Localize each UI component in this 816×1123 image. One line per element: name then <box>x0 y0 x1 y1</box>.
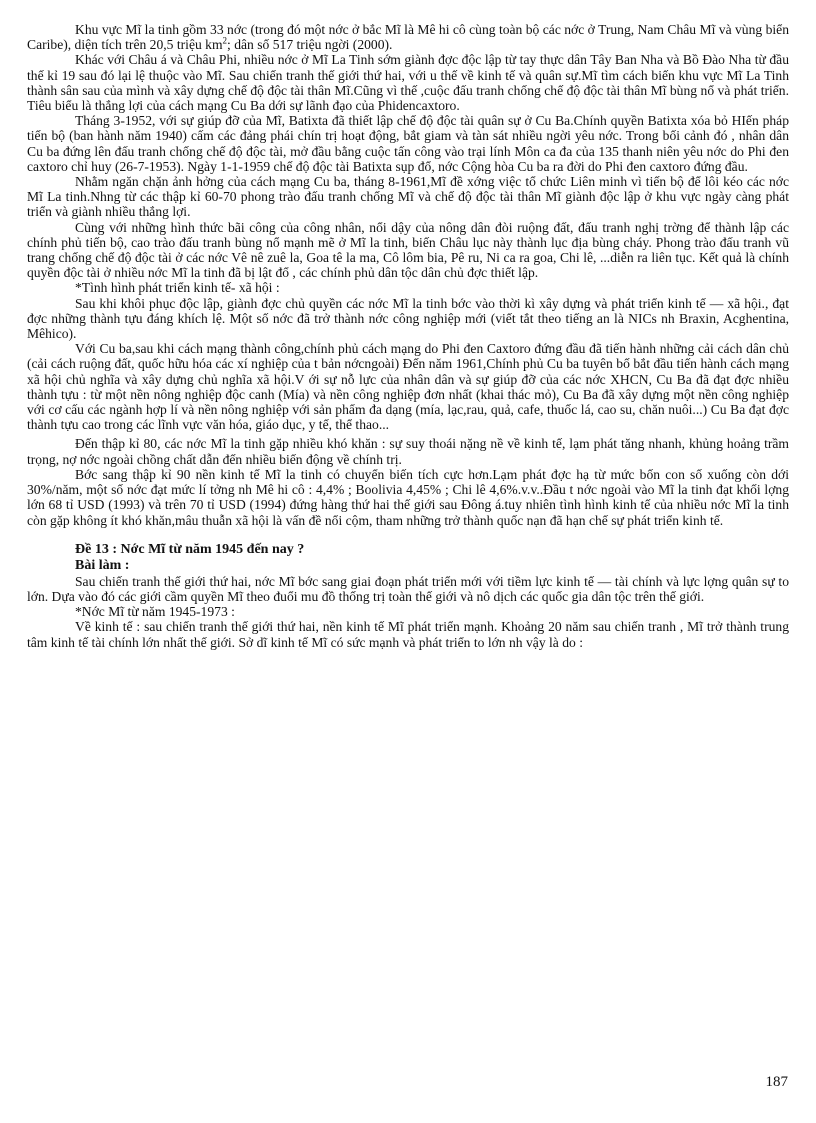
paragraph-cuba-reforms: Với Cu ba,sau khi cách mạng thành công,chính phủ cách mạng do Phi đen Caxtoro đứng đầu đã tiến hành những cải cách dân chủ (cải cách ruộng đất, quốc hữu hóa các xí nghiệp của t bản nớcngoài) Đến năm 1961,Chính phủ Cu ba tuyên bố bắt đầu tiến hành cách mạng xã hội chủ nghĩa và xây dựng chủ nghĩa xã hội.V ới sự nỗ lực của nhân dân và sự giúp đỡ của các nớc XHCN, Cu Ba đã đạt đợc nhiều thành tựu : từ một nền nông nghiệp độc canh (Mía) và nền công nghiệp đơn nhất (khai thác mỏ), Cu Ba đã xây dựng một nền công nghiệp với cơ cấu các ngành hợp lí và nền nông nghiệp với sản phẩm đa dạng (mía, lạc,rau, quả, cafe, thuốc lá, cao su, chăn nuôi...) Cu Ba đạt đợc thành tựu cao trong các lĩnh vực văn hóa, giáo dục, y tế, thể thao... <box>27 341 789 433</box>
paragraph-nics-development: Sau khi khôi phục độc lập, giành đợc chủ quyền các nớc Mĩ la tinh bớc vào thời kì xây dựng và phát triển kinh tế — xã hội., đạt đợc những thành tựu đáng khích lệ. Một số nớc đã trở thành nớc công nghiệp mới (viết tắt theo tiếng an là NICs nh Braxin, Acghentina, Mêhico). <box>27 295 789 342</box>
paragraph-independence-struggle: Khác với Châu á và Châu Phi, nhiều nớc ở Mĩ La Tinh sớm giành đợc độc lập từ tay thực dân Tây Ban Nha và Bồ Đào Nha từ đầu thế kỉ 19 sau đó lại lệ thuộc vào Mĩ. Sau chiến tranh thế giới thứ hai, với u thế về kinh tế và quân sự.Mĩ tìm cách biến khu vực Mĩ La Tinh thành sân sau của mình và xây dựng chế độ độc tài thân Mĩ.Cũng vì thế ,cuộc đấu tranh chống chế độ độc tài thân Mĩ bùng nổ và phát triển. Tiêu biểu là thắng lợi của cách mạng Cu Ba dới sự lãnh đạo của Phidencaxtoro. <box>27 52 789 114</box>
superscript-2: 2 <box>222 35 228 46</box>
page-number: 187 <box>765 1074 788 1090</box>
paragraph-socioeconomic-subtitle: *Tình hình phát triển kinh tế- xã hội : <box>75 280 280 296</box>
paragraph-usa-economy: Về kinh tế : sau chiến tranh thế giới thứ hai, nền kinh tế Mĩ phát triển mạnh. Khoảng 20 năm sau chiến tranh , Mĩ trở thành trung tâm kinh tế tài chính lớn nhất thế giới. Sở dĩ kinh tế Mĩ có sức mạnh và phát triển to lớn nh vậy là do : <box>27 619 789 650</box>
paragraph-alliance-for-progress: Nhằm ngăn chặn ảnh hởng của cách mạng Cu ba, tháng 8-1961,Mĩ đề xớng việc tổ chức Liên minh vì tiến bộ để lôi kéo các nớc Mĩ La tinh.Nhng từ các thập kỉ 60-70 phong trào đấu tranh chống Mĩ và chế độ độc tài thân Mĩ giành độc lập ở khu vực ngày càng phát triển và giành nhiều thắng lợi. <box>27 174 789 220</box>
paragraph-armed-struggle: Cùng với những hình thức bãi công của công nhân, nổi dậy của nông dân đòi ruộng đất, đấu tranh nghị trờng để thành lập các chính phủ tiến bộ, cao trào đấu tranh bùng nổ mạnh mẽ ở Mĩ la tinh, biến Châu lục này thành lục địa bùng cháy. Phong trào đấu tranh vũ trang chống chế độ độc tài ở các nớc Vê nê zuê la, Goa tê la ma, Cô lôm bia, Pê ru, Ni ca ra goa, Chi lê, ...diễn ra liên tục. Kết quả là chính quyền độc tài ở nhiều nớc Mĩ la tinh đã bị lật đổ , các chính phủ dân tộc dân chủ đợc thiết lập. <box>27 219 789 281</box>
paragraph-latin-america-overview: Khu vực Mĩ la tinh gồm 33 nớc (trong đó một nớc ở bắc Mĩ là Mê hi cô cùng toàn bộ các nớc ở Trung, Nam Châu Mĩ và vùng biển Caribe), diện tích trên 20,5 triệu $km^2$; dân số 517 triệu ngời (2000). <box>27 22 789 53</box>
paragraph-cuba-batista: Tháng 3-1952, với sự giúp đỡ của Mĩ, Batixta đã thiết lập chế độ độc tài quân sự ở Cu Ba.Chính quyền Batixta xóa bỏ HIến pháp tiến bộ (ban hành năm 1940) cấm các đảng phái chín trị hoạt động, bắt giam và tàn sát nhiều ngời yêu nớc. Trong bối cảnh đó , nhân dân Cu ba đứng lên đấu tranh chống chế độ độc tài, mở đầu bằng cuộc tấn công vào trại lính Môn ca đa của 135 thanh niên yêu nớc do Phi đen caxtoro chỉ huy (26-7-1953). Ngày 1-1-1959 chế độ độc tài Batixta sụp đổ, nớc Cộng hòa Cu ba ra đời do Phi đen caxtoro đứng đầu. <box>27 113 789 174</box>
section-heading: Đề 13 : Nớc Mĩ từ năm 1945 đến nay ? <box>75 541 305 557</box>
section-subheading: Bài làm : <box>75 557 130 573</box>
paragraph-usa-1945-1973-title: *Nớc Mĩ từ năm 1945-1973 : <box>75 604 235 620</box>
paragraph-1990s-recovery: Bớc sang thập kỉ 90 nền kinh tế Mĩ la tinh có chuyển biến tích cực hơn.Lạm phát đợc hạ từ mức bốn con số xuống còn dới 30%/năm, một số nớc đạt mức lí tởng nh Mê hi cô : 4,4% ; Boolivia 4,45% ; Chi lê 4,6%.v.v..Đầu t nớc ngoài vào Mĩ la tinh đạt khối lợng lớn 68 tỉ USD (1993) và trên 70 tỉ USD (1994) đứng hàng thứ hai thế giới sau Đông á.tuy nhiên tình hình kinh tế của nhiều nớc Mĩ la tinh còn gặp không ít khó khăn,mâu thuẫn xã hội là vấn đề nổi cộm, tham những trở thành quốc nạn đã hạn chế sự phát triển kinh tế. <box>27 466 789 528</box>
document-page <box>27 22 789 650</box>
paragraph-usa-postwar: Sau chiến tranh thế giới thứ hai, nớc Mĩ bớc sang giai đoạn phát triển mới với tiềm lực kinh tế — tài chính và lực lợng quân sự to lớn. Dựa vào đó các giới cầm quyền Mĩ theo đuổi mu đồ thống trị toàn thế giới và nô dịch các quốc gia dân tộc trên thế giới. <box>27 573 789 604</box>
paragraph-1980s-crisis: Đến thập kỉ 80, các nớc Mĩ la tinh gặp nhiều khó khăn : sự suy thoái nặng nề về kinh tế, lạm phát tăng nhanh, khủng hoảng trầm trọng, nợ nớc ngoài chồng chất dẫn đến nhiều biến động về chính trị. <box>27 436 789 467</box>
section-de-13 <box>27 542 789 650</box>
